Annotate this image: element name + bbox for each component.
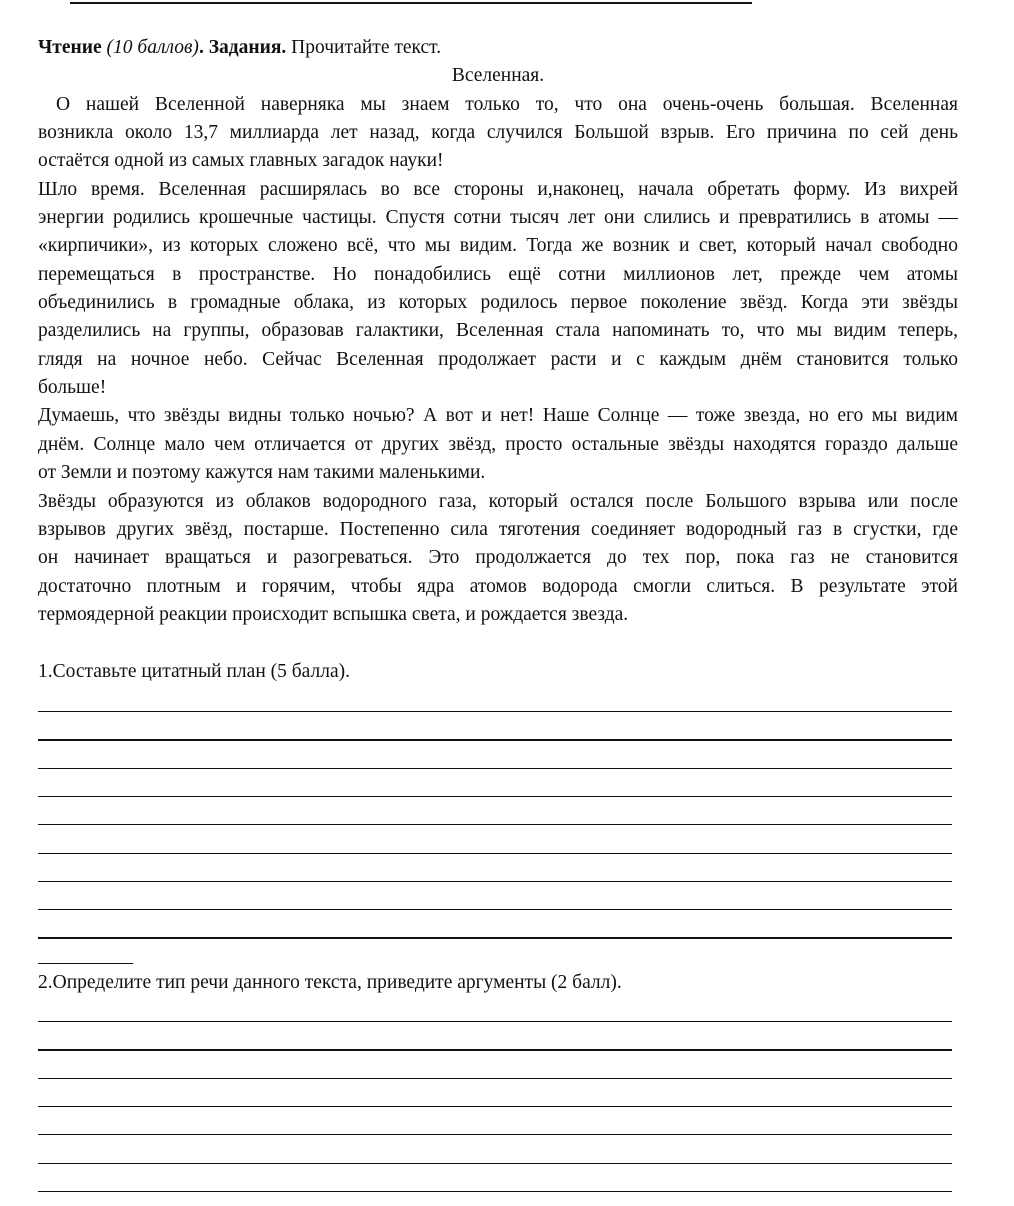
heading-bold: Чтение [38, 37, 102, 58]
answer-line[interactable] [38, 1049, 952, 1050]
text-line: достаточно плотным и горячим, чтобы ядра атомов водорода смогли слиться. В результате этой [38, 575, 958, 597]
answer-line[interactable] [38, 768, 952, 769]
text-line: остаётся одной из самых главных загадок науки! [38, 150, 444, 172]
top-rule [70, 2, 752, 4]
answer-line[interactable] [38, 937, 952, 938]
text-line: перемещаться в пространстве. Но понадобились ещё сотни миллионов лет, прежде чем атомы [38, 263, 958, 285]
text-line: Думаешь, что звёзды видны только ночью? А вот и нет! Наше Солнце — тоже звезда, но его мы видим [38, 405, 958, 427]
answer-line[interactable] [38, 853, 952, 854]
text-line: Шло время. Вселенная расширялась во все стороны и,наконец, начала обретать форму. Из вихрей [38, 178, 958, 200]
answer-line[interactable] [38, 1163, 952, 1164]
text-line: больше! [38, 377, 107, 399]
answer-line[interactable] [38, 1078, 952, 1079]
paragraphs [38, 91, 958, 630]
answer-line[interactable] [38, 739, 952, 740]
heading-instruction: Прочитайте текст. [286, 37, 442, 58]
task-1: 1.Составьте цитатный план (5 балла). [38, 661, 350, 682]
text-line: О нашей Вселенной наверняка мы знаем только то, что она очень-очень большая. Вселенная [56, 93, 958, 115]
text-line: объединились в громадные облака, из которых родилось первое поколение звёзд. Когда эти звёзды [38, 292, 958, 314]
text-line: Звёзды образуются из облаков водородного газа, который остался после Большого взрыва или после [38, 490, 958, 512]
text-line: глядя на ночное небо. Сейчас Вселенная продолжает расти и с каждым днём становится только [38, 348, 958, 370]
answer-line[interactable] [38, 909, 952, 910]
text-line: он начинает вращаться и разогреваться. Это продолжается до тех пор, пока газ не становится [38, 547, 958, 569]
answer-line[interactable] [38, 1191, 952, 1192]
answer-line[interactable] [38, 824, 952, 825]
answer-line[interactable] [38, 1021, 952, 1022]
text-line: от Земли и поэтому кажутся нам такими маленькими. [38, 462, 486, 484]
text-line: возникла около 13,7 миллиарда лет назад, когда случился Большой взрыв. Его причина по сей день [38, 122, 958, 144]
short-rule [38, 963, 133, 964]
text-line: энергии родились крошечные частицы. Спустя сотни тысяч лет они слились и превратились в атомы — [38, 207, 958, 229]
answer-line[interactable] [38, 1134, 952, 1135]
heading-points: (10 баллов) [101, 37, 199, 58]
task-heading [38, 34, 958, 62]
answer-line[interactable] [38, 711, 952, 712]
text-line: разделились на группы, образовав галактики, Вселенная стала напоминать то, что мы видим теперь, [38, 320, 958, 342]
text-title: Вселенная. [451, 65, 545, 87]
text-line: «кирпичики», из которых сложено всё, что мы видим. Тогда же возник и свет, который начал свободно [38, 235, 958, 257]
text-line: днём. Солнце мало чем отличается от других звёзд, просто остальные звёзды находятся гораздо дальше [38, 433, 958, 455]
answer-line[interactable] [38, 1106, 952, 1107]
reading-text [38, 34, 958, 629]
answer-line[interactable] [38, 796, 952, 797]
heading-tasks: . Задания. [198, 37, 287, 58]
answer-line[interactable] [38, 881, 952, 882]
task-2: 2.Определите тип речи данного текста, приведите аргументы (2 балл). [38, 972, 622, 993]
text-line: взрывов других звёзд, постарше. Постепенно сила тяготения соединяет водородный газ в сгустки, где [38, 518, 958, 540]
text-line: термоядерной реакции происходит вспышка света, и рождается звезда. [38, 603, 629, 625]
